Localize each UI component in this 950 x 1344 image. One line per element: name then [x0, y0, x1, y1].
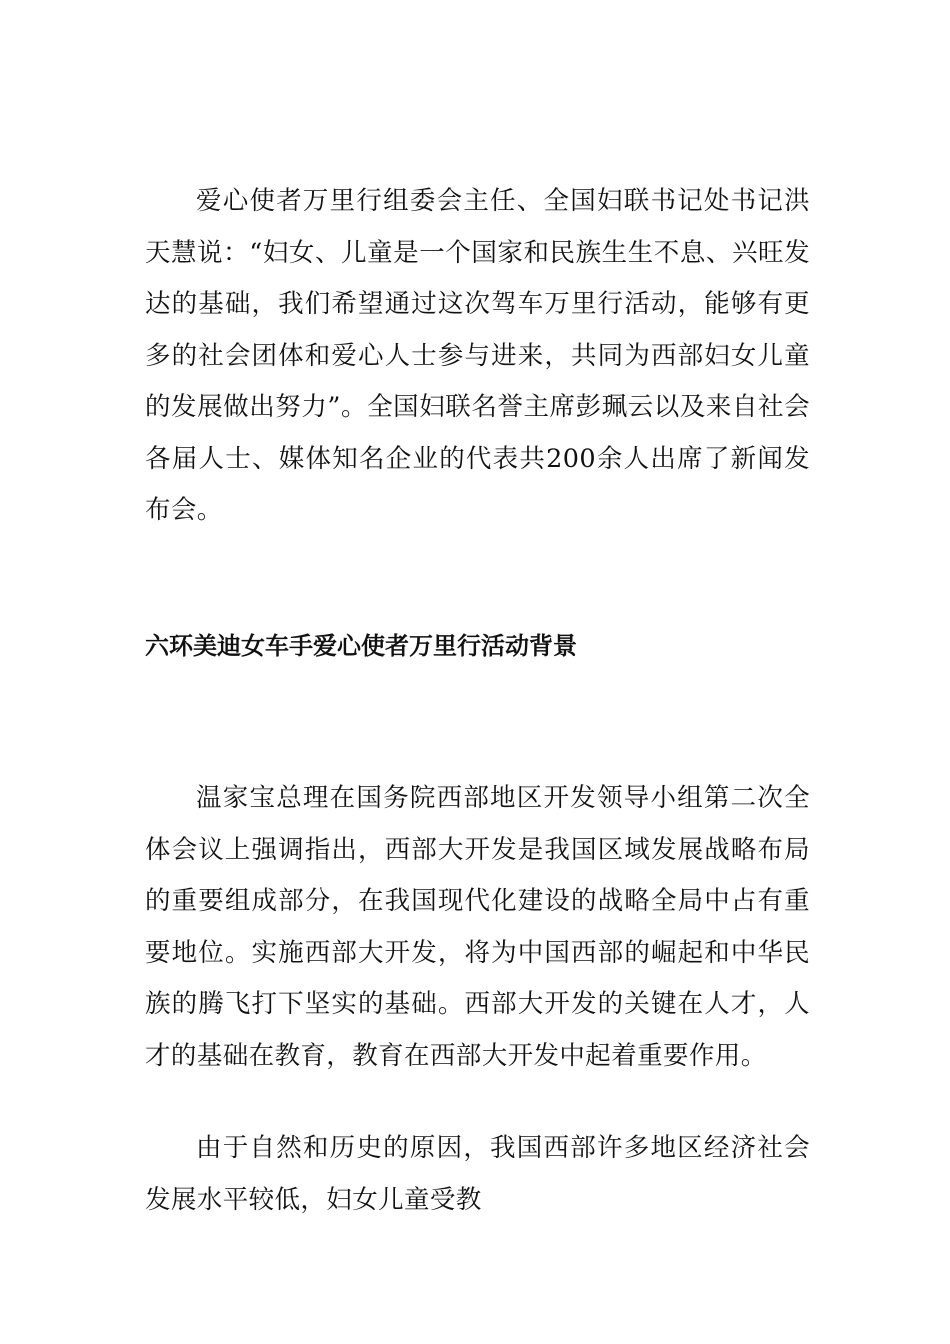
section-heading: 六环美迪女车手爱心使者万里行活动背景: [145, 632, 577, 660]
paragraph-education-background: 由于自然和历史的原因，我国西部许多地区经济社会发展水平较低，妇女儿童受教: [145, 1133, 810, 1215]
paragraph-western-development: 温家宝总理在国务院西部地区开发领导小组第二次全体会议上强调指出，西部大开发是我国区域发展战略布局的重要组成部分，在我国现代化建设的战略全局中占有重要地位。实施西部大开发，将为中国西部的崛起和中华民族的腾飞打下坚实的基础。西部大开发的关键在人才，人才的基础在教育，教育在西部大开发中起着重要作用。: [145, 783, 810, 1071]
paragraph-press-conference: 爱心使者万里行组委会主任、全国妇联书记处书记洪天慧说：“妇女、儿童是一个国家和民族生生不息、兴旺发达的基础，我们希望通过这次驾车万里行活动，能够有更多的社会团体和爱心人士参与进来，共同为西部妇女儿童的发展做出努力”。全国妇联名誉主席彭珮云以及来自社会各届人士、媒体知名企业的代表共200余人出席了新闻发布会。: [145, 186, 810, 525]
